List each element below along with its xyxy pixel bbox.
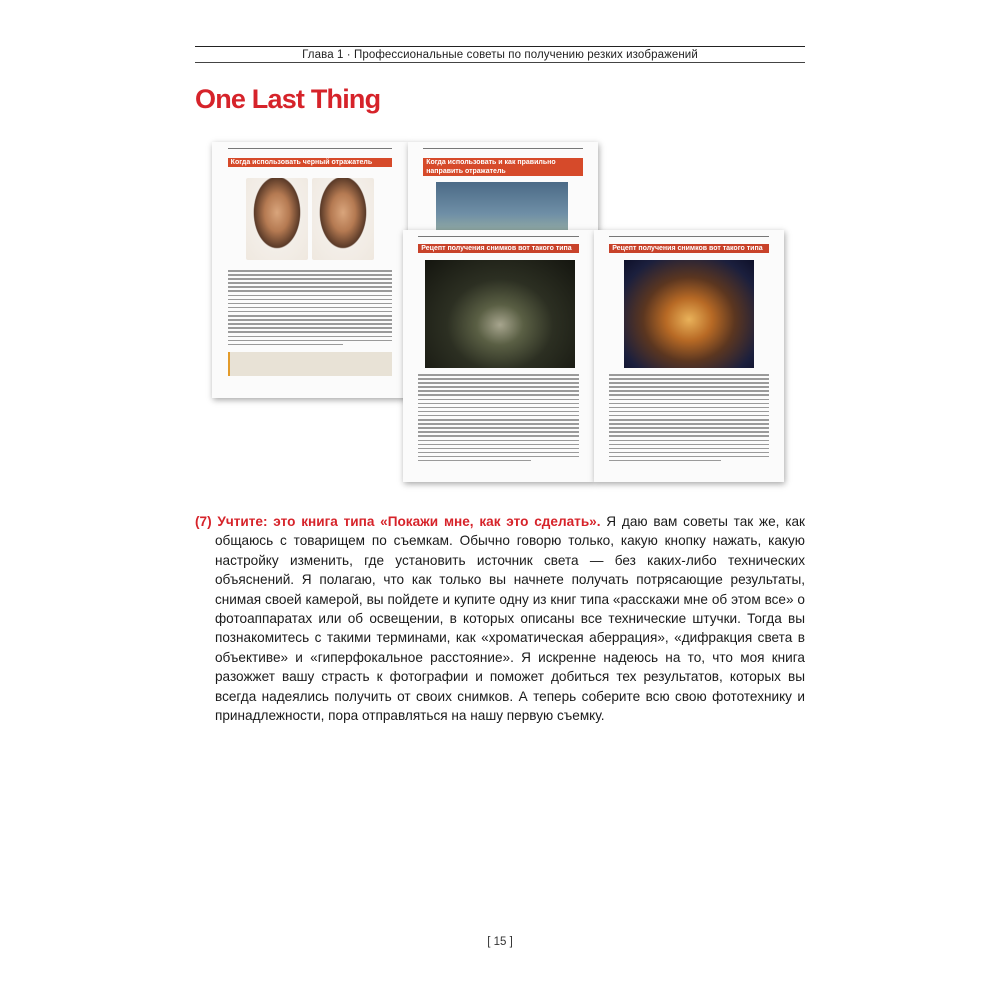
header-rule [195,62,805,63]
running-head-text: Глава 1 · Профессиональные советы по получению резких изображений [302,49,698,61]
tree-tunnel-photo [425,260,575,368]
body-text-block [228,270,393,348]
portrait-photo-left [246,178,308,260]
running-head [195,46,805,61]
spread1-right-title: Когда использовать и как правильно направить отражатель [426,159,556,175]
spread2-left-page [403,230,594,482]
spread1-left-title: Когда использовать черный отражатель [230,159,373,166]
recipe-text-block [418,374,578,464]
paragraph-lead: (7) Учтите: это книга типа «Покажи мне, как это сделать». [195,514,601,529]
spread1-left-page [212,142,408,398]
spread2-right-title: Рецепт получения снимков вот такого типа [612,245,763,252]
page-number: [ 15 ] [487,936,513,948]
portrait-photo-right [312,178,374,260]
statue-night-photo [624,260,754,368]
tip-box [228,352,393,376]
section-title: One Last Thing [195,84,381,114]
spread2-left-title: Рецепт получения снимков вот такого типа [421,245,572,252]
paragraph-body: Я даю вам советы так же, как общаюсь с товарищем по съемкам. Обычно говорю только, какую кнопку нажать, какую настройку изменить, где установить источник света — без каких-либо технических объяснений. Я полагаю, что как только вы начнете получать потрясающие результаты, снимая своей камерой, вы пойдете и купите одну из книг типа «расскажи мне об этом все» о фотоаппаратах или об освещении, в которых описаны все технические штучки. Тогда вы познакомитесь с такими терминами, как «хроматическая аберрация», «дифракция света в объективе» и «гиперфокальное расстояние». Я искренне надеюсь на то, что моя книга разожжет вашу страсть к фотографии и поможет добиться тех результатов, которых вы всегда надеялись получить от своих снимков. А теперь соберите всю свою фототехнику и принадлежности, пора отправляться на нашу первую съемку. [215,514,805,724]
recipe-text-block-2 [609,374,769,464]
body-paragraph [195,512,805,725]
spread2-right-page [594,230,784,482]
